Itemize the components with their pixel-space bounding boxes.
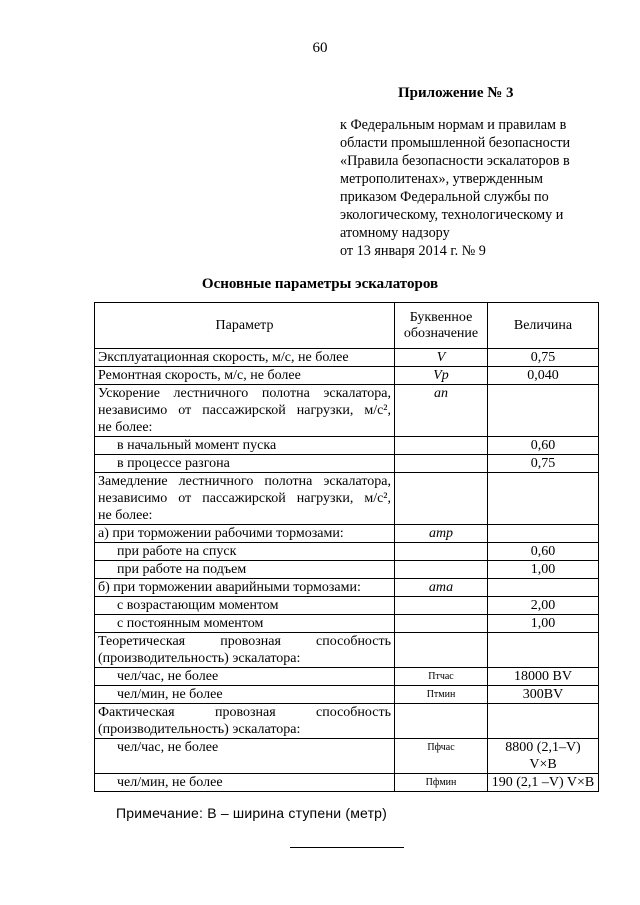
param-cell: Эксплуатационная скорость, м/с, не более — [95, 349, 395, 367]
symbol-cell: V — [395, 349, 488, 367]
param-line: не более: — [98, 508, 153, 523]
table-row — [95, 597, 599, 615]
param-cell — [95, 633, 395, 668]
table-row — [95, 686, 599, 704]
symbol-cell: aтр — [395, 525, 488, 543]
param-cell — [95, 473, 395, 525]
symbol-cell — [395, 704, 488, 739]
value-line: V×B — [529, 757, 557, 772]
value-cell — [488, 704, 599, 739]
value-cell: 1,00 — [488, 615, 599, 633]
symbol-cell — [395, 633, 488, 668]
param-cell — [95, 704, 395, 739]
table-row — [95, 385, 599, 437]
appendix-line: метрополитенах», утвержденным — [340, 171, 543, 187]
table-row — [95, 579, 599, 597]
symbol-cell: Птмин — [395, 686, 488, 704]
param-line: Теоретическая провозная способность — [98, 634, 391, 649]
header-parameter: Параметр — [95, 303, 395, 349]
appendix-line: приказом Федеральной службы по — [340, 189, 549, 205]
table-row — [95, 525, 599, 543]
param-cell — [95, 385, 395, 437]
header-value: Величина — [488, 303, 599, 349]
value-cell — [488, 473, 599, 525]
table-header-row — [95, 303, 599, 349]
param-line: (производительность) эскалатора: — [98, 722, 301, 737]
value-cell: 0,60 — [488, 543, 599, 561]
footer-rule — [290, 847, 404, 848]
param-cell: в процессе разгона — [95, 455, 395, 473]
value-cell: 300BV — [488, 686, 599, 704]
value-cell: 0,60 — [488, 437, 599, 455]
table-row — [95, 561, 599, 579]
table-note: Примечание: В – ширина ступени (метр) — [116, 805, 388, 821]
symbol-cell — [395, 455, 488, 473]
table-row — [95, 437, 599, 455]
param-cell: при работе на спуск — [95, 543, 395, 561]
value-cell: 0,75 — [488, 349, 599, 367]
symbol-cell — [395, 597, 488, 615]
param-line: независимо от пассажирской нагрузки, м/с², — [98, 403, 391, 418]
table-row — [95, 739, 599, 774]
param-cell: с постоянным моментом — [95, 615, 395, 633]
param-cell: в начальный момент пуска — [95, 437, 395, 455]
appendix-reference — [340, 116, 605, 260]
symbol-cell — [395, 561, 488, 579]
symbol-cell — [395, 615, 488, 633]
value-cell — [488, 525, 599, 543]
symbol-cell — [395, 543, 488, 561]
param-line: независимо от пассажирской нагрузки, м/с², — [98, 491, 391, 506]
value-line: 8800 (2,1–V) — [505, 740, 581, 755]
table-row — [95, 774, 599, 792]
table-row — [95, 633, 599, 668]
symbol-cell: Пфчас — [395, 739, 488, 774]
table-row — [95, 543, 599, 561]
value-cell — [488, 739, 599, 774]
table-row — [95, 473, 599, 525]
table-title: Основные параметры эскалаторов — [201, 276, 439, 292]
param-cell: чел/час, не более — [95, 739, 395, 774]
value-cell — [488, 633, 599, 668]
table-row — [95, 615, 599, 633]
symbol-cell — [395, 473, 488, 525]
value-cell: 190 (2,1 –V) V×B — [488, 774, 599, 792]
appendix-line: к Федеральным нормам и правилам в — [340, 117, 567, 133]
param-line: Фактическая провозная способность — [98, 705, 391, 720]
symbol-cell: Птчас — [395, 668, 488, 686]
param-cell: при работе на подъем — [95, 561, 395, 579]
value-cell: 1,00 — [488, 561, 599, 579]
table-row — [95, 455, 599, 473]
param-cell: б) при торможении аварийными тормозами: — [95, 579, 395, 597]
appendix-line: области промышленной безопасности — [340, 135, 571, 151]
header-symbol: Буквенное обозначение — [395, 303, 488, 349]
symbol-cell: Пфмин — [395, 774, 488, 792]
parameters-table — [94, 302, 599, 792]
table-row — [95, 668, 599, 686]
appendix-line: экологическому, технологическому и — [340, 207, 564, 223]
param-cell: с возрастающим моментом — [95, 597, 395, 615]
param-line: не более: — [98, 420, 153, 435]
symbol-cell: Vр — [395, 367, 488, 385]
table-row — [95, 367, 599, 385]
value-cell: 18000 BV — [488, 668, 599, 686]
page-number: 60 — [312, 40, 328, 56]
table-row — [95, 349, 599, 367]
value-cell: 0,040 — [488, 367, 599, 385]
param-cell: Ремонтная скорость, м/с, не более — [95, 367, 395, 385]
value-cell: 0,75 — [488, 455, 599, 473]
symbol-cell: aп — [395, 385, 488, 437]
appendix-line: атомному надзору — [340, 225, 450, 241]
appendix-title: Приложение № 3 — [398, 85, 514, 101]
param-cell: а) при торможении рабочими тормозами: — [95, 525, 395, 543]
param-cell: чел/мин, не более — [95, 774, 395, 792]
appendix-line: от 13 января 2014 г. № 9 — [340, 243, 486, 259]
param-line: Ускорение лестничного полотна эскалатора, — [98, 386, 391, 401]
table-row — [95, 704, 599, 739]
param-cell: чел/мин, не более — [95, 686, 395, 704]
value-cell: 2,00 — [488, 597, 599, 615]
param-line: (производительность) эскалатора: — [98, 651, 301, 666]
symbol-cell — [395, 437, 488, 455]
param-line: Замедление лестничного полотна эскалатора, — [98, 474, 391, 489]
appendix-line: «Правила безопасности эскалаторов в — [340, 153, 570, 169]
value-cell — [488, 385, 599, 437]
symbol-cell: aта — [395, 579, 488, 597]
param-cell: чел/час, не более — [95, 668, 395, 686]
value-cell — [488, 579, 599, 597]
